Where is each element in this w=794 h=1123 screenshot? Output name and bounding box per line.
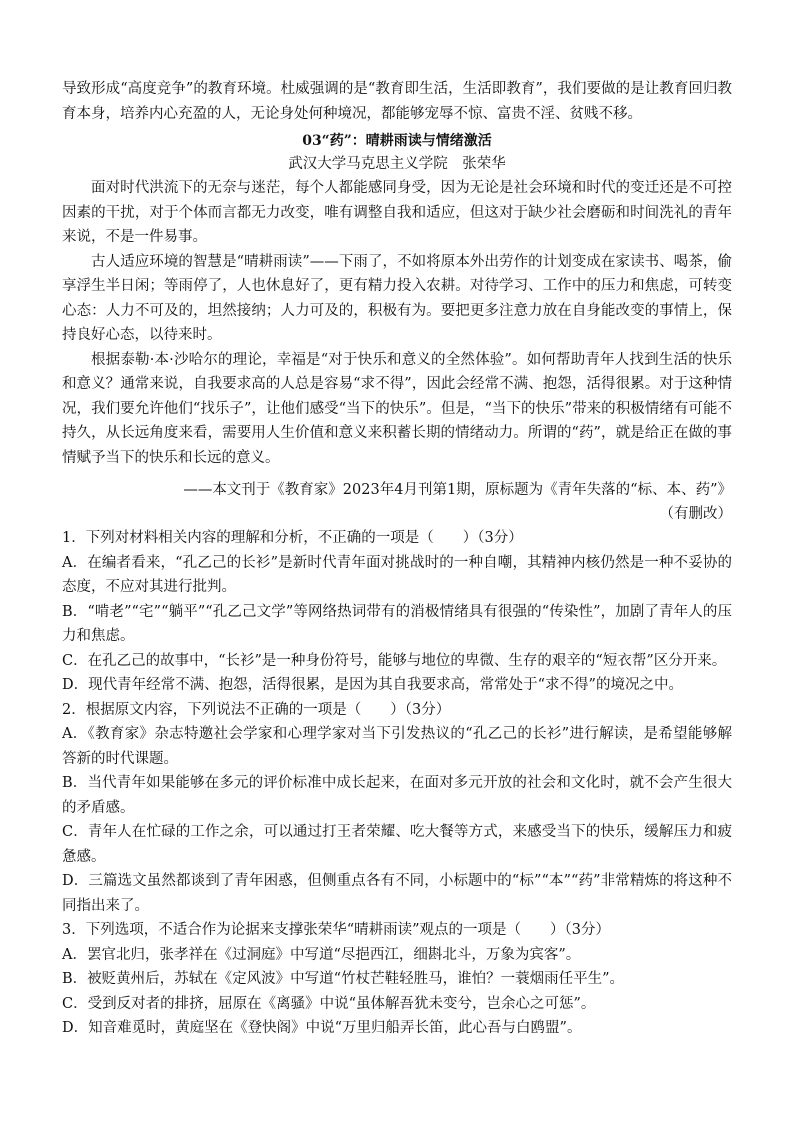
body-paragraph: 根据泰勒·本·沙哈尔的理论，幸福是“对于快乐和意义的全然体验”。如何帮助青年人找到生活的快乐和意义？通常来说，自我要求高的人总是容易“求不得”，因此会经常不满、抱怨，活得很累。对于这种情况，我们要允许他们“找乐子”，让他们感受“当下的快乐”。但是，“当下的快乐”带来的积极情绪有可能不持久，从长远角度来看，需要用人生价值和意义来积蓄长期的情绪动力。所谓的“药”，就是给正在做的事情赋予当下的快乐和长远的意义。 xyxy=(62,351,732,466)
question-option: C．青年人在忙碌的工作之余，可以通过打王者荣耀、吃大餐等方式，来感受当下的快乐，缓解压力和疲惫感。 xyxy=(62,824,732,865)
body-paragraph: 古人适应环境的智慧是“晴耕雨读”——下雨了，不如将原本外出劳作的计划变成在家读书、喝茶，偷享浮生半日闲；等雨停了，人也休息好了，更有精力投入农耕。对待学习、工作中的压力和焦虑，可转变心态：人力不可及的，坦然接纳；人力可及的，积极有为。要把更多注意力放在自身能改变的事情上，保持良好心态，以待来时。 xyxy=(62,253,732,343)
question-option: D．三篇选文虽然都谈到了青年困惑，但侧重点各有不同，小标题中的“标”“本”“药”非常精炼的将这种不同指出来了。 xyxy=(62,873,732,914)
question-option: D．知音难觅时，黄庭坚在《登快阁》中说“万里归船弄长笛，此心吾与白鸥盟”。 xyxy=(62,1020,582,1036)
question-stem: 2．根据原文内容，下列说法不正确的一项是（ ）（3分） xyxy=(62,701,451,718)
question-stem: 3．下列选项，不适合作为论据来支撑张荣华“晴耕雨读”观点的一项是（ ）（3分） xyxy=(62,922,611,938)
question-option: A．《教育家》杂志特邀社会学家和心理学家对当下引发热议的“孔乙己的长衫”进行解读，是希望能够解答新的时代课题。 xyxy=(62,726,732,767)
question-option: B．“啃老”“宅”“躺平”“孔乙己文学”等网络热词带有的消极情绪具有很强的“传染性”，加剧了青年人的压力和焦虑。 xyxy=(62,603,732,644)
body-paragraph: 面对时代洪流下的无奈与迷茫，每个人都能感同身受，因为无论是社会环境和时代的变迁还是不可控因素的干扰，对于个体而言都无力改变，唯有调整自我和适应，但这对于缺少社会磨砺和时间洗礼的青年来说，不是一件易事。 xyxy=(62,180,732,245)
question-option: B．被贬黄州后，苏轼在《定风波》中写道“竹杖芒鞋轻胜马，谁怕？一蓑烟雨任平生”。 xyxy=(62,971,624,987)
question-option: C．在孔乙己的故事中，“长衫”是一种身份符号，能够与地位的卑微、生存的艰辛的“短衣帮”区分开来。 xyxy=(62,652,727,669)
section-author: 武汉大学马克思主义学院 张荣华 xyxy=(288,156,506,172)
section-body xyxy=(62,176,732,470)
source-note: （有删改） xyxy=(659,506,732,522)
question-stem: 1．下列对材料相关内容的理解和分析，不正确的一项是（ ）（3分） xyxy=(62,530,523,546)
question-option: B．当代青年如果能够在多元的评价标准中成长起来，在面对多元开放的社会和文化时，就不会产生很大的矛盾感。 xyxy=(62,775,732,816)
section-title: 03“药”：晴耕雨读与情绪激活 xyxy=(302,133,492,149)
question-option: D．现代青年经常不满、抱怨，活得很累，是因为其自我要求高，常常处于“求不得”的境况之中。 xyxy=(62,677,683,693)
question-option: A．在编者看来，“孔乙己的长衫”是新时代青年面对挑战时的一种自嘲，其精神内核仍然是一种不妥协的态度，不应对其进行批判。 xyxy=(62,554,732,595)
question-option: A．罢官北归，张孝祥在《过洞庭》中写道“尽挹西江，细斟北斗，万象为宾客”。 xyxy=(62,946,581,963)
source-line: ——本文刊于《教育家》2023年4月刊第1期，原标题为《青年失落的“标、本、药”》 xyxy=(183,482,732,498)
intro-paragraph xyxy=(62,77,732,126)
intro-text: 导致形成“高度竞争”的教育环境。杜威强调的是“教育即生活，生活即教育”，我们要做的是让教育回归教育本身，培养内心充盈的人，无论身处何种境况，都能够宠辱不惊、富贵不淫、贫贱不移。 xyxy=(62,81,732,122)
question-list xyxy=(62,526,732,1041)
question-option: C．受到反对者的排挤，屈原在《离骚》中说“虽体解吾犹未变兮，岂余心之可惩”。 xyxy=(62,995,596,1012)
